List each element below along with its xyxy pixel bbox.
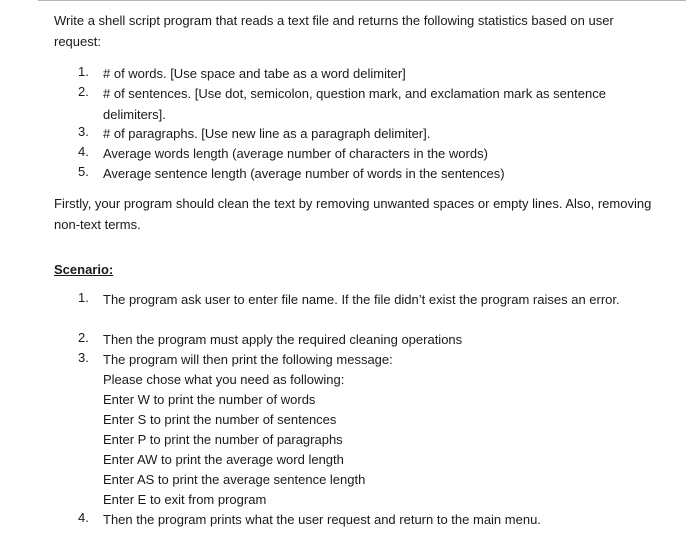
top-border — [38, 0, 686, 1]
stat-number: 5. — [78, 164, 89, 179]
step-text: The program ask user to enter file name. If the file didn’t exist the program raises an error. — [103, 292, 620, 307]
stat-number: 4. — [78, 144, 89, 159]
scenario-heading: Scenario: — [54, 262, 114, 277]
intro-paragraph: Write a shell script program that reads a text file and returns the following statistics based on user request: — [54, 13, 614, 49]
step-text: Then the program must apply the required cleaning operations — [103, 332, 463, 347]
stat-text: # of paragraphs. [Use new line as a paragraph delimiter]. — [103, 126, 431, 141]
menu-line: Enter AW to print the average word length — [103, 452, 344, 467]
stat-number: 1. — [78, 64, 89, 79]
step-number: 2. — [78, 330, 89, 345]
stat-number: 3. — [78, 124, 89, 139]
stat-text: # of sentences. [Use dot, semicolon, question mark, and exclamation mark as sentence delimiters]. — [103, 86, 606, 122]
stat-text: Average words length (average number of characters in the words) — [103, 146, 488, 161]
step-text: The program will then print the following message: — [103, 352, 393, 367]
menu-line: Enter W to print the number of words — [103, 392, 316, 407]
cleaning-paragraph: Firstly, your program should clean the text by removing unwanted spaces or empty lines. Also, removing non-text terms. — [54, 196, 652, 232]
step-number: 1. — [78, 290, 89, 305]
step-number: 4. — [78, 510, 89, 525]
menu-line: Please chose what you need as following: — [103, 372, 345, 387]
step-number: 3. — [78, 350, 89, 365]
stat-number: 2. — [78, 84, 89, 99]
menu-line: Enter E to exit from program — [103, 492, 267, 507]
menu-line: Enter S to print the number of sentences — [103, 412, 337, 427]
stat-text: Average sentence length (average number of words in the sentences) — [103, 166, 505, 181]
stat-text: # of words. [Use space and tabe as a word delimiter] — [103, 66, 406, 81]
step-text: Then the program prints what the user request and return to the main menu. — [103, 512, 541, 527]
menu-line: Enter AS to print the average sentence length — [103, 472, 366, 487]
menu-line: Enter P to print the number of paragraphs — [103, 432, 343, 447]
